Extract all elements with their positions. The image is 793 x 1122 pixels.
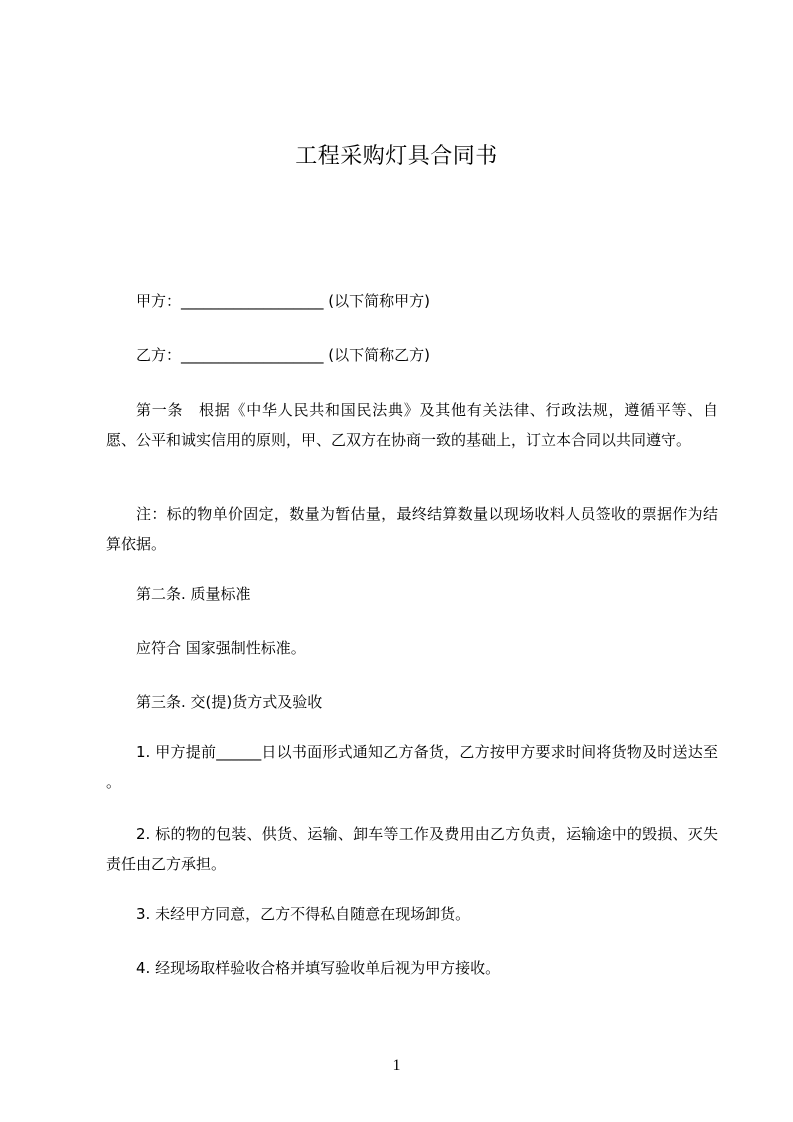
note-paragraph: 注：标的物单价固定，数量为暂估量，最终结算数量以现场收料人员签收的票据作为结算依据。 — [106, 505, 718, 553]
article-3-item-4: 4. 经现场取样验收合格并填写验收单后视为甲方接收。 — [136, 959, 501, 977]
article-2-heading: 第二条. 质量标准 — [136, 585, 251, 603]
party-a-line: 甲方：___________________ (以下简称甲方) — [136, 292, 430, 310]
page-number: 1 — [392, 1057, 401, 1074]
party-b-line: 乙方：___________________ (以下简称乙方) — [136, 346, 430, 364]
document-title: 工程采购灯具合同书 — [295, 144, 498, 169]
article-3-item-3: 3. 未经甲方同意，乙方不得私自随意在现场卸货。 — [136, 905, 471, 923]
article-3-heading: 第三条. 交(提)货方式及验收 — [136, 693, 323, 711]
article-3-item-1: 1. 甲方提前______日以书面形式通知乙方备货，乙方按甲方要求时间将货物及时送达至 。 — [106, 743, 718, 791]
article-1-paragraph: 第一条 根据《中华人民共和国民法典》及其他有关法律、行政法规，遵循平等、自愿、公平和诚实信用的原则，甲、乙双方在协商一致的基础上，订立本合同以共同遵守。 — [106, 401, 718, 449]
article-2-body: 应符合 国家强制性标准。 — [136, 639, 306, 657]
article-3-item-2: 2. 标的物的包装、供货、运输、卸车等工作及费用由乙方负责，运输途中的毁损、灭失责任由乙方承担。 — [106, 825, 718, 873]
